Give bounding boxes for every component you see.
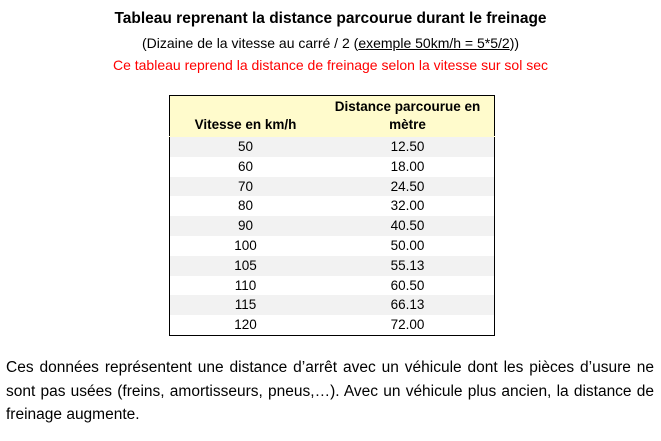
distance-cell: 72.00 <box>321 315 495 335</box>
header-distance: Distance parcourue en mètre <box>321 96 495 137</box>
table-row <box>170 137 495 157</box>
speed-cell: 50 <box>170 137 322 157</box>
distance-cell: 24.50 <box>321 177 495 197</box>
subtitle-prefix: (Dizaine de la vitesse au carré / 2 ( <box>141 35 359 51</box>
table-header-row <box>170 96 495 137</box>
table-row <box>170 276 495 296</box>
red-note: Ce tableau reprend la distance de freinage selon la vitesse sur sol sec <box>112 57 549 73</box>
speed-cell: 80 <box>170 196 322 216</box>
distance-cell: 40.50 <box>321 216 495 236</box>
speed-cell: 100 <box>170 236 322 256</box>
distance-cell: 66.13 <box>321 295 495 315</box>
page-title: Tableau reprenant la distance parcourue durant le freinage <box>114 10 547 27</box>
subtitle-example: exemple 50km/h = 5*5/2 <box>358 35 510 51</box>
table-row <box>170 216 495 236</box>
speed-cell: 90 <box>170 216 322 236</box>
distance-cell: 18.00 <box>321 157 495 177</box>
distance-cell: 12.50 <box>321 137 495 157</box>
speed-cell: 70 <box>170 177 322 197</box>
table-row <box>170 295 495 315</box>
distance-cell: 32.00 <box>321 196 495 216</box>
speed-cell: 110 <box>170 276 322 296</box>
footer-note: Ces données représentent une distance d’arrêt avec un véhicule dont les pièces d’usure ne sont pas usées (freins, amortisseurs, pneus,…). Avec un véhicule plus ancien, la distance de freinage augmente. <box>6 359 654 423</box>
distance-cell: 60.50 <box>321 276 495 296</box>
speed-cell: 60 <box>170 157 322 177</box>
formula-subtitle <box>0 33 661 53</box>
table-row <box>170 196 495 216</box>
table-row <box>170 256 495 276</box>
subtitle-suffix: )) <box>509 35 520 51</box>
speed-cell: 105 <box>170 256 322 276</box>
table-row <box>170 157 495 177</box>
header-speed: Vitesse en km/h <box>170 96 322 137</box>
braking-distance-table <box>169 95 495 336</box>
table-row <box>170 315 495 335</box>
table-row <box>170 177 495 197</box>
distance-cell: 50.00 <box>321 236 495 256</box>
speed-cell: 120 <box>170 315 322 335</box>
speed-cell: 115 <box>170 295 322 315</box>
table-row <box>170 236 495 256</box>
distance-cell: 55.13 <box>321 256 495 276</box>
